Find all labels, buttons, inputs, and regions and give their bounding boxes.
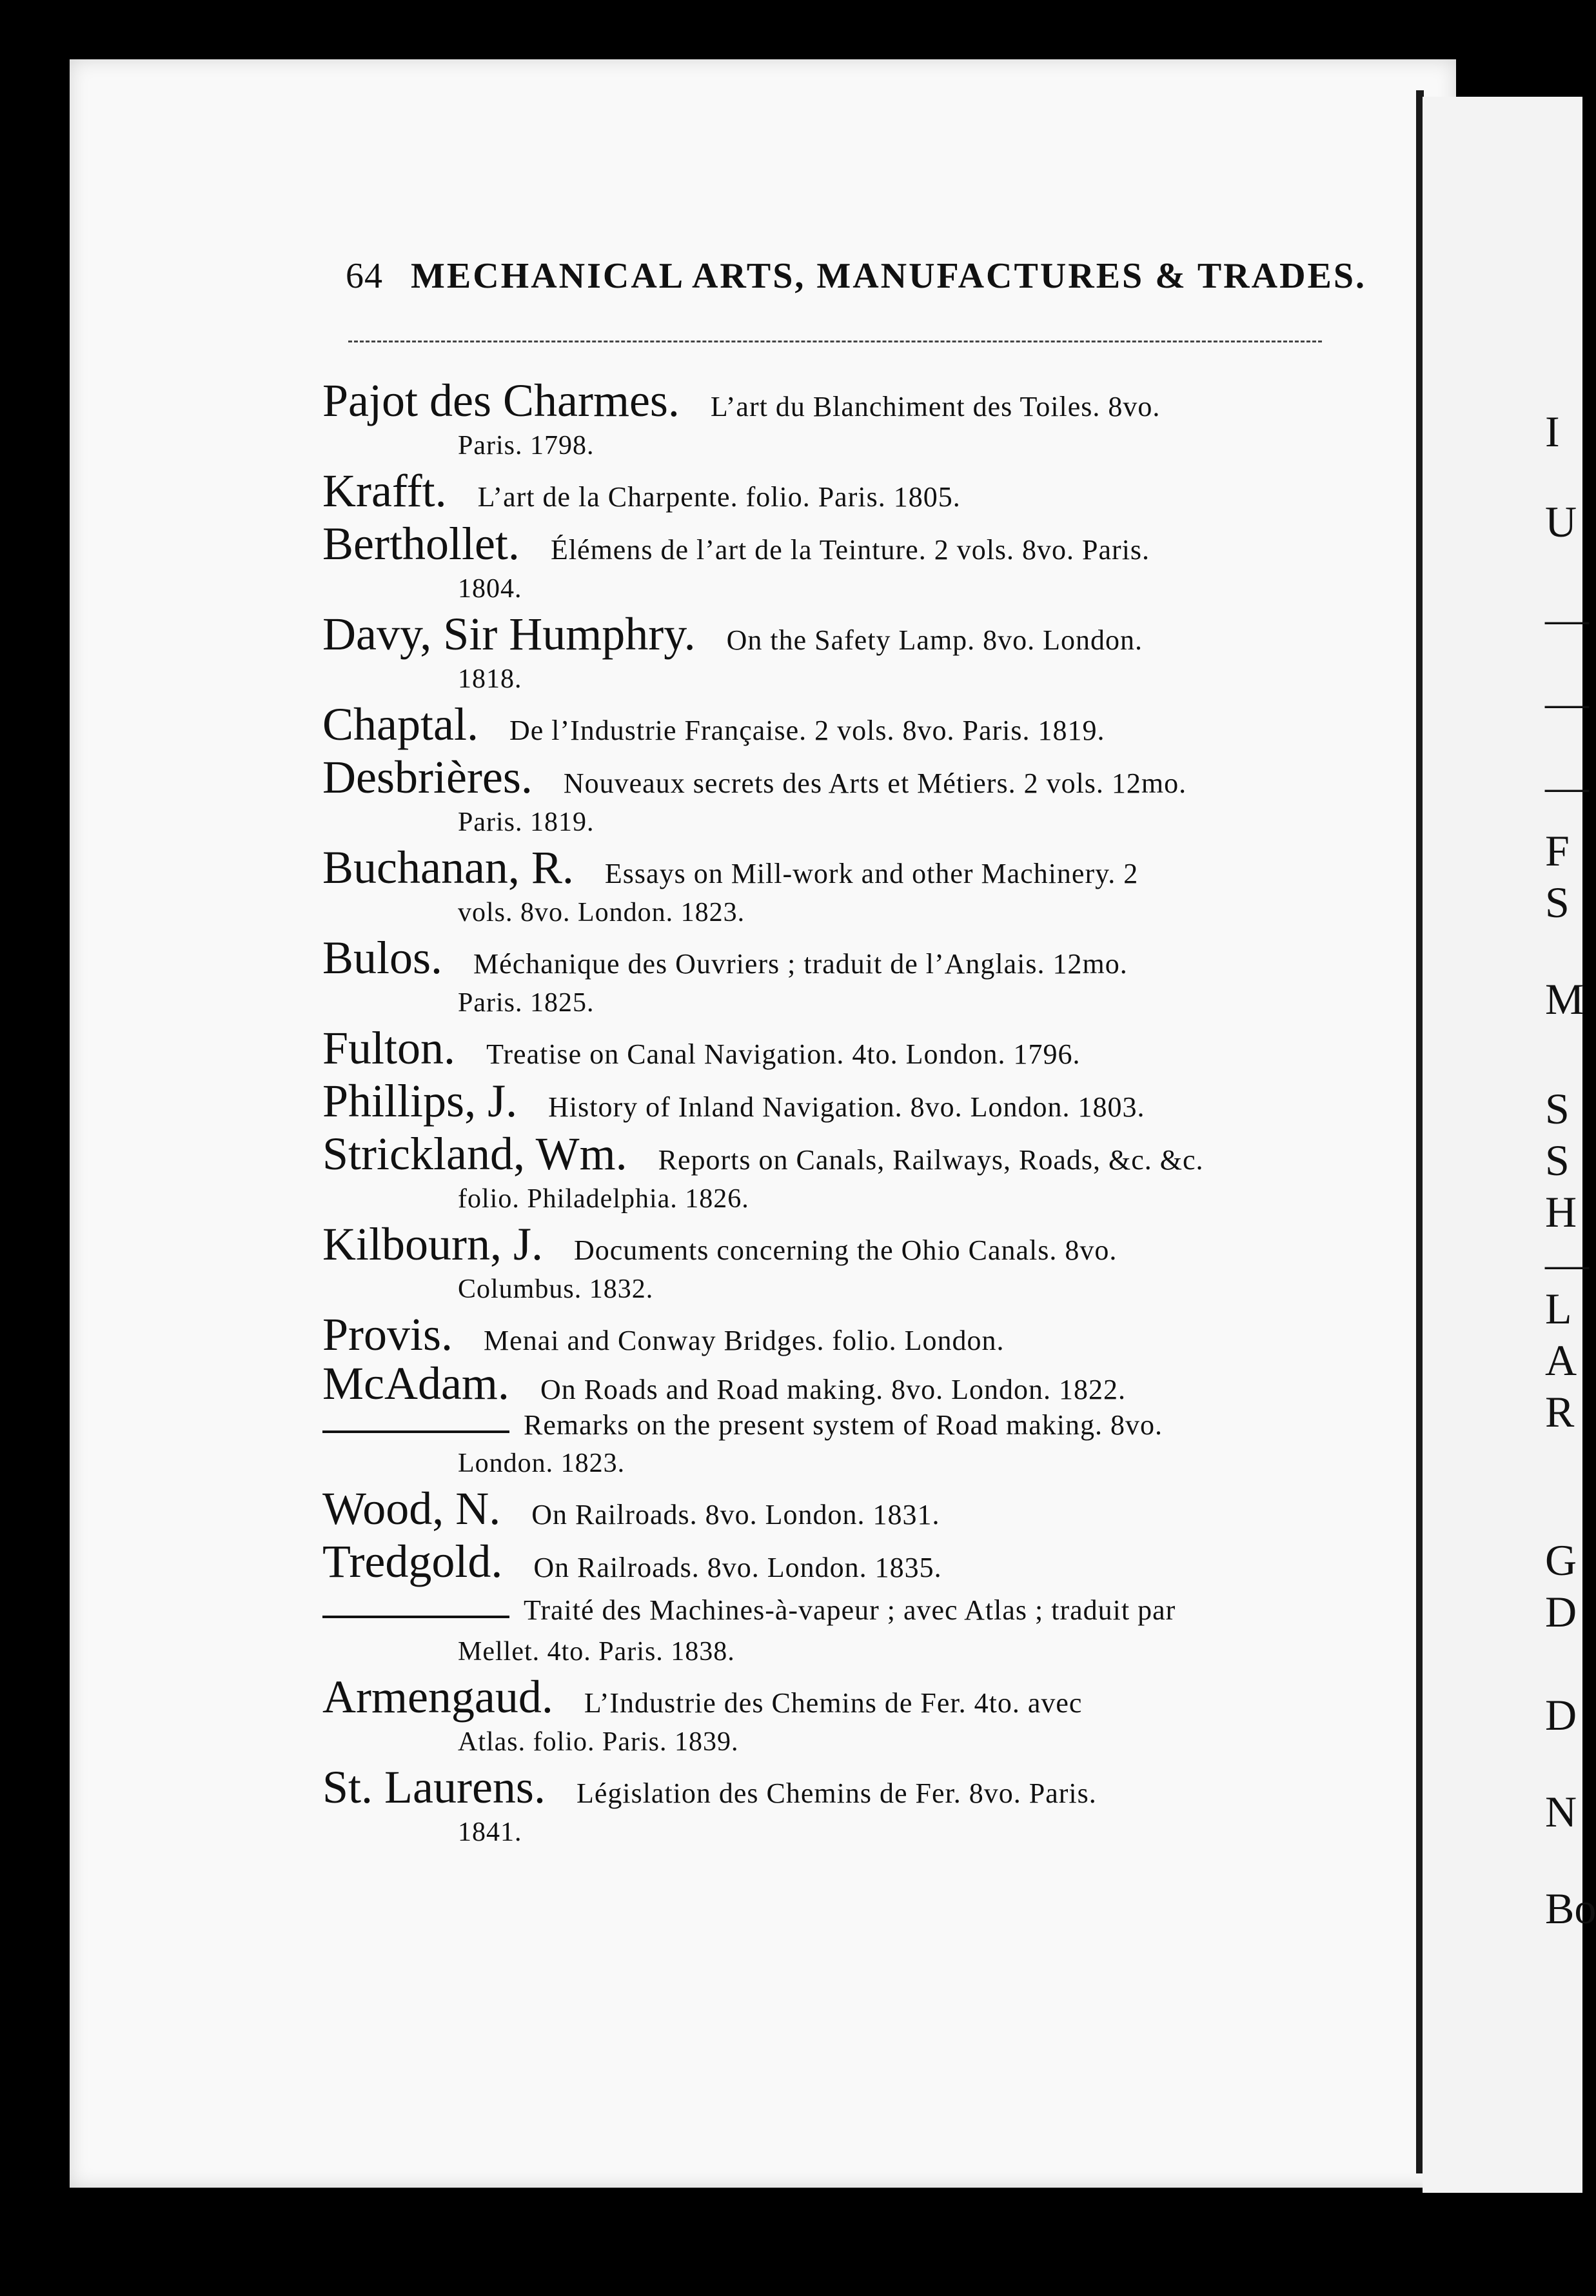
entry-description: Traité des Machines-à-vapeur ; avec Atlas ; traduit par: [524, 1594, 1176, 1626]
bibliography-entry: [322, 1535, 1328, 1588]
bibliography-entry: [322, 608, 1328, 698]
header-rule: [348, 341, 1322, 342]
bibliography-entry: [322, 1218, 1328, 1308]
entry-author: Kilbourn, J.: [322, 1218, 543, 1270]
bibliography-entry: [322, 751, 1328, 841]
bibliography-entry: [322, 841, 1328, 931]
entry-author: Berthollet.: [322, 518, 520, 569]
bibliography-entry: [322, 464, 1328, 517]
adjacent-page-fragment: S: [1545, 1136, 1570, 1185]
entry-description: De l’Industrie Française. 2 vols. 8vo. Paris. 1819.: [509, 715, 1105, 746]
entry-author: Armengaud.: [322, 1671, 553, 1723]
adjacent-page-fragment: D: [1545, 1690, 1577, 1739]
adjacent-page-fragment: S: [1545, 878, 1570, 927]
entry-author: Phillips, J.: [322, 1075, 518, 1127]
adjacent-page-fragment: Bo: [1545, 1884, 1596, 1933]
entry-description: Treatise on Canal Navigation. 4to. London. 1796.: [486, 1038, 1081, 1070]
bibliography-entry: [322, 1074, 1328, 1127]
adjacent-page-fragment: U: [1545, 497, 1577, 546]
adjacent-page-fragment: G: [1545, 1536, 1577, 1585]
bibliography-entry: [322, 931, 1328, 1022]
entry-description: On the Safety Lamp. 8vo. London.: [726, 624, 1143, 656]
entry-description: Remarks on the present system of Road making. 8vo.: [524, 1409, 1163, 1441]
bibliography-entry: [322, 1406, 1328, 1482]
adjacent-page-fragment: —: [1545, 678, 1589, 727]
ditto-dash: [322, 1616, 509, 1618]
entry-continuation: Paris. 1825.: [458, 988, 595, 1018]
entry-description: Essays on Mill-work and other Machinery. 2: [604, 858, 1139, 889]
entry-continuation: vols. 8vo. London. 1823.: [458, 898, 745, 927]
bibliography-entry: [322, 517, 1328, 608]
entry-description: Méchanique des Ouvriers ; traduit de l’Anglais. 12mo.: [473, 948, 1128, 980]
bibliography-entry: [322, 1358, 1328, 1409]
entry-author: Bulos.: [322, 932, 443, 984]
entry-author: McAdam.: [322, 1358, 509, 1409]
bibliography-entry: [322, 1308, 1328, 1361]
adjacent-page-fragment: I: [1545, 407, 1560, 456]
entry-description: L’art du Blanchiment des Toiles. 8vo.: [710, 391, 1161, 422]
entry-author: Krafft.: [322, 465, 447, 517]
entry-description: Nouveaux secrets des Arts et Métiers. 2 vols. 12mo.: [563, 767, 1187, 799]
adjacent-page-fragment: D: [1545, 1587, 1577, 1636]
bibliography-entry: [322, 1022, 1328, 1074]
bibliography-list: [322, 374, 1328, 1851]
adjacent-page-fragment: S: [1545, 1084, 1570, 1133]
entry-author: Provis.: [322, 1309, 453, 1360]
entry-continuation: folio. Philadelphia. 1826.: [458, 1184, 749, 1214]
bibliography-entry: [322, 1761, 1328, 1851]
bibliography-entry: [322, 1588, 1328, 1670]
entry-continuation: Mellet. 4to. Paris. 1838.: [458, 1637, 735, 1667]
entry-author: Chaptal.: [322, 698, 478, 750]
entry-author: Desbrières.: [322, 751, 533, 803]
adjacent-page-fragment: F: [1545, 826, 1570, 875]
entry-continuation: 1841.: [458, 1817, 522, 1847]
entry-continuation: Columbus. 1832.: [458, 1274, 654, 1304]
entry-continuation: 1818.: [458, 664, 522, 694]
adjacent-page-fragment: —: [1545, 594, 1589, 643]
entry-author: Wood, N.: [322, 1483, 501, 1534]
bibliography-entry: [322, 1127, 1328, 1218]
running-title: MECHANICAL ARTS, MANUFACTURES & TRADES.: [411, 256, 1366, 296]
entry-description: History of Inland Navigation. 8vo. London. 1803.: [548, 1091, 1145, 1123]
entry-author: St. Laurens.: [322, 1761, 546, 1813]
adjacent-page-fragment: N: [1545, 1787, 1577, 1836]
entry-description: Élémens de l’art de la Teinture. 2 vols. 8vo. Paris.: [550, 534, 1150, 566]
entry-description: On Roads and Road making. 8vo. London. 1822.: [540, 1374, 1126, 1405]
adjacent-page-fragment: —: [1545, 762, 1589, 811]
ditto-dash: [322, 1430, 509, 1433]
entry-description: On Railroads. 8vo. London. 1835.: [533, 1552, 942, 1583]
entry-continuation: London. 1823.: [458, 1449, 626, 1478]
bibliography-entry: [322, 1482, 1328, 1535]
bibliography-entry: [322, 374, 1328, 464]
entry-description: Législation des Chemins de Fer. 8vo. Paris.: [576, 1777, 1097, 1809]
adjacent-page-fragment: —: [1545, 1239, 1589, 1288]
adjacent-page-fragment: H: [1545, 1187, 1577, 1236]
entry-continuation: Paris. 1819.: [458, 807, 595, 837]
entry-author: Fulton.: [322, 1022, 456, 1074]
entry-description: Documents concerning the Ohio Canals. 8vo.: [574, 1234, 1118, 1266]
entry-continuation: Paris. 1798.: [458, 431, 595, 460]
adjacent-page-fragment: R: [1545, 1387, 1575, 1436]
entry-description: On Railroads. 8vo. London. 1831.: [531, 1499, 940, 1530]
entry-description: Reports on Canals, Railways, Roads, &c. &c.: [658, 1144, 1204, 1176]
bibliography-entry: [322, 1670, 1328, 1761]
entry-continuation: 1804.: [458, 574, 522, 604]
adjacent-page-fragment: M: [1545, 975, 1584, 1024]
adjacent-page: [1423, 97, 1596, 2193]
entry-description: L’art de la Charpente. folio. Paris. 1805.: [477, 481, 961, 513]
adjacent-page-fragment: L: [1545, 1284, 1572, 1333]
entry-description: Menai and Conway Bridges. folio. London.: [484, 1325, 1005, 1356]
entry-author: Pajot des Charmes.: [322, 375, 680, 426]
bibliography-entry: [322, 698, 1328, 751]
adjacent-page-fragment: A: [1545, 1336, 1577, 1385]
running-header: [346, 255, 1366, 297]
entry-author: Strickland, Wm.: [322, 1128, 627, 1180]
entry-description: L’Industrie des Chemins de Fer. 4to. avec: [584, 1687, 1083, 1719]
entry-author: Davy, Sir Humphry.: [322, 608, 696, 660]
entry-author: Tredgold.: [322, 1536, 503, 1587]
page-number: 64: [346, 256, 383, 296]
entry-continuation: Atlas. folio. Paris. 1839.: [458, 1727, 739, 1757]
entry-author: Buchanan, R.: [322, 842, 574, 893]
